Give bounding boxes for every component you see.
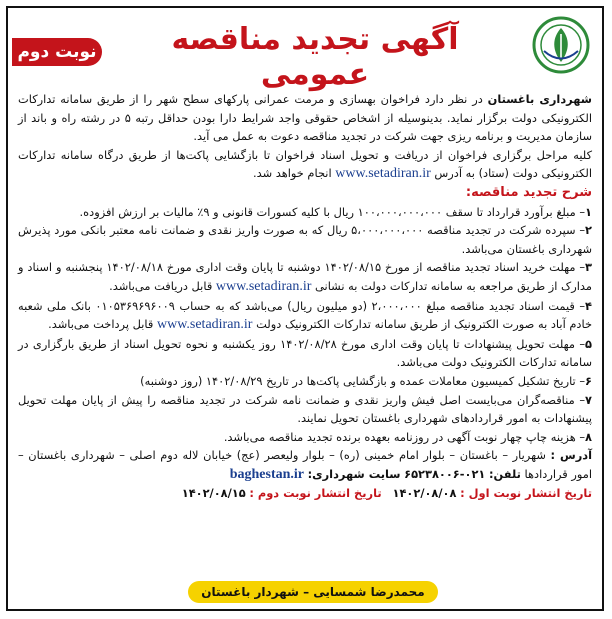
org-name: شهرداری باغستان [487, 92, 592, 106]
item-text: – مبلغ برآورد قرارداد تا سقف ۱۰۰،۰۰۰،۰۰۰،۰۰۰ ریال با کلیه کسورات قانونی و ۹٪ مالیات بر ارزش افزوده. [79, 204, 586, 219]
intro-paragraph-2 [18, 146, 592, 184]
item-number: ۳ [585, 260, 592, 275]
intro-paragraph [18, 90, 592, 146]
list-item [18, 335, 592, 372]
item-text: – هزینه چاپ چهار نوبت آگهی در روزنامه بعهده برنده تجدید مناقصه می‌باشد. [223, 429, 586, 444]
municipality-logo-icon [532, 16, 590, 74]
setad-link[interactable]: www.setadiran.ir [335, 166, 431, 182]
address-line [18, 446, 592, 484]
phone-label: تلفن: [488, 466, 521, 481]
list-item [18, 203, 592, 222]
item-number: ۸ [585, 429, 592, 444]
item-number: ۴ [585, 298, 592, 313]
site-label: سایت شهرداری: [307, 466, 401, 481]
dates-line [18, 484, 592, 503]
intro-text-2-tail: انجام خواهد شد. [252, 166, 336, 181]
round-badge: نوبت دوم [12, 38, 102, 66]
item-text: – مناقصه‌گران می‌بایست اصل فیش واریز نقدی و ضمانت نامه شرکت در تجدید مناقصه را پیش از پایان مهلت تحویل پیشنهادات به امور قراردادهای شهرداری باغستان تحویل نمایند. [18, 392, 592, 426]
item-text-tail: قابل پرداخت می‌باشد. [48, 317, 157, 332]
setad-link[interactable]: www.setadiran.ir [156, 317, 253, 333]
second-date: ۱۴۰۲/۰۸/۱۵ [181, 486, 246, 501]
intro-text-2: کلیه مراحل برگزاری فراخوان از دریافت و تحویل اسناد فراخوان تا بازگشایی پاکت‌ها از طریق درگاه سامانه تدارکات الکترونیکی دولت (ستاد) به آدرس [18, 147, 592, 181]
item-number: ۵ [585, 336, 592, 351]
list-item [18, 221, 592, 258]
item-number: ۷ [585, 392, 592, 407]
ad-body [18, 90, 592, 503]
item-text: – مهلت تحویل پیشنهادات تا پایان وقت اداری مورخ ۱۴۰۲/۰۸/۲۸ روز یکشنبه و نحوه تحویل اسناد از طریق بارگزاری در سامانه تدارکات الکترونیک دولت می‌باشد. [18, 336, 592, 370]
item-text: – مهلت خرید اسناد تجدید مناقصه از مورخ ۱۴۰۲/۰۸/۱۵ دوشنبه تا پایان وقت اداری مورخ ۱۴۰۲/۰۸/۱۸ پنجشنبه و اسناد و مدارک از طریق مراجعه به سامانه تدارکات دولت به نشانی [18, 260, 592, 293]
address-text: شهریار – باغستان – بلوار امام خمینی (ره) – بلوار ولیعصر (عج) خیابان لاله دوم اصلی – شهرداری باغستان – امور قراردادها [18, 448, 592, 481]
list-item [18, 372, 592, 391]
ad-frame [6, 6, 604, 611]
section-title: شرح تجدید مناقصه: [465, 184, 592, 200]
intro-text: در نظر دارد فراخوان بهسازی و مرمت عمرانی پارکهای سطح شهر را از طریق سامانه تدارکات الکترونیکی دولت برگزار نماید. بدینوسیله از اشخاص حقوقی واجد شرایط دارا بودن حداقل رتبه ۵ در رشته راه و باند از سازمان مدیریت و برنامه ریزی جهت شرکت در تجدید مناقصه دعوت به عمل می آید. [18, 92, 592, 144]
item-text-tail: قابل دریافت می‌باشد. [109, 278, 216, 293]
list-item [18, 258, 592, 296]
item-number: ۶ [585, 373, 592, 388]
item-text: – سپرده شرکت در تجدید مناقصه ۵،۰۰۰،۰۰۰،۰۰۰ ریال که به صورت واریز نقدی و ضمانت نامه معتبر بانکی مورد پذیرش شهرداری باغستان می‌باشد. [18, 223, 592, 256]
phone-number: ۰۲۱-۶۵۲۳۸۰۰۶ [404, 466, 486, 481]
first-date-label: تاریخ انتشار نوبت اول : [460, 486, 592, 501]
first-date: ۱۴۰۲/۰۸/۰۸ [392, 486, 457, 501]
item-number: ۱ [585, 204, 592, 219]
item-text: – قیمت اسناد تجدید مناقصه مبلغ ۲،۰۰۰،۰۰۰ (دو میلیون ریال) می‌باشد که به حساب ۰۱۰۵۳۶۹۶۹۶۰۰۹ بانک ملی شعبه خادم آباد به صورت الکترونیک از طریق سامانه تدارکات الکترونیک دولت [18, 298, 592, 332]
list-item [18, 391, 592, 428]
list-item [18, 428, 592, 447]
page-title: آگهی تجدید مناقصه عمومی [171, 22, 459, 92]
address-label: آدرس : [550, 448, 593, 463]
second-date-label: تاریخ انتشار نوبت دوم : [249, 486, 382, 501]
list-item [18, 297, 592, 335]
item-text: – تاریخ تشکیل کمیسیون معاملات عمده و بازگشایی پاکت‌ها در تاریخ ۱۴۰۲/۰۸/۲۹ (روز دوشنبه) [140, 373, 586, 388]
item-number: ۲ [585, 223, 592, 238]
signature-badge: محمدرضا شمسایی – شهردار باغستان [188, 581, 438, 603]
ad-header [8, 8, 602, 92]
site-link[interactable]: baghestan.ir [229, 466, 304, 482]
setad-link[interactable]: www.setadiran.ir [215, 278, 312, 294]
